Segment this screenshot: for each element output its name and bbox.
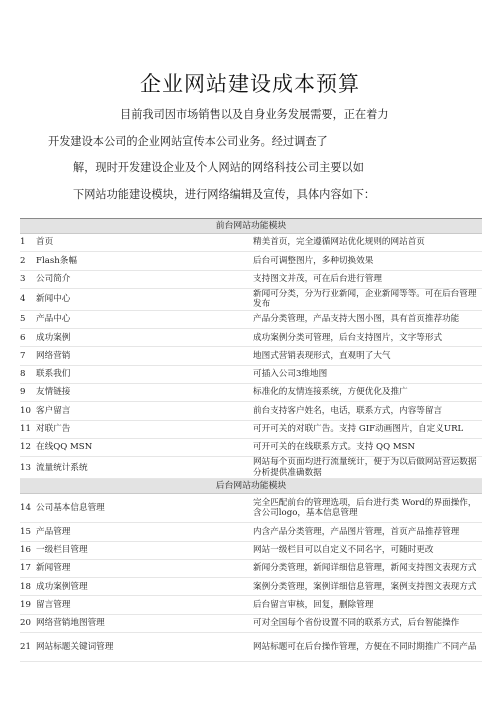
row-description: 案例分类管理，案例详细信息管理，案例支持图文表现方式 [251,578,482,596]
row-module-name: 网站标题关键词管理 [36,641,114,652]
row-description: 网站每个页面均进行流量统计，便于为以后做网站营运数据分析提供准确数据 [251,457,482,479]
row-label-cell [20,633,251,662]
row-description: 标准化的友情连接系统，方便优化及推广 [251,384,482,402]
row-module-name: 产品管理 [36,526,71,537]
section-header-back [20,479,482,494]
section-header-front [20,219,482,234]
row-description: 精美首页，完全遵循网站优化规则的网站首页 [251,234,482,252]
table-row [20,523,482,541]
row-number: 18 [20,581,31,592]
row-description: 新闻可分类，分为行业新闻，企业新闻等等。可在后台管理发布 [251,288,482,310]
row-description: 可插入公司3维地图 [251,365,482,383]
row-label-cell [20,329,251,347]
row-number: 15 [20,526,31,537]
table-row [20,578,482,596]
row-label-cell [20,438,251,456]
row-module-name: 网络营销地图管理 [36,618,105,629]
row-number: 19 [20,599,31,610]
row-label-cell [20,578,251,596]
row-number: 9 [20,387,26,398]
row-label-cell [20,252,251,270]
table-row [20,420,482,438]
row-label-cell [20,365,251,383]
row-description: 完全匹配前台的管理选项，后台进行类 Word的界面操作，含公司logo，基本信息管理 [251,494,482,523]
row-module-name: 客户留言 [36,405,71,416]
row-description: 内含产品分类管理，产品图片管理，首页产品推荐管理 [251,523,482,541]
table-row [20,494,482,523]
intro-line: 开发建设本公司的企业网站宣传本公司业务。经过调查了 [48,134,328,148]
feature-table-body [20,219,482,662]
row-description: 可对全国每个省份设置不同的联系方式，后台智能操作 [251,614,482,632]
row-module-name: 成功案例管理 [36,581,88,592]
table-row [20,288,482,310]
row-label-cell [20,270,251,288]
row-number: 3 [20,273,26,284]
feature-table [20,218,482,662]
intro-line: 解，现时开发建设企业及个人网站的网络科技公司主要以如 [73,161,364,174]
row-number: 14 [20,503,31,514]
row-description: 产品分类管理，产品支持大图小图，具有首页推荐功能 [251,310,482,328]
row-module-name: 在线QQ MSN [36,442,93,453]
table-row [20,252,482,270]
row-module-name: 网络营销 [36,350,71,361]
intro-line: 下网站功能建设模块，进行网络编辑及宣传，具体内容如下： [73,187,376,201]
row-description: 新闻分类管理，新闻详细信息管理，新闻支持图文表现方式 [251,559,482,577]
row-module-name: 留言管理 [36,599,71,610]
row-number: 7 [20,350,26,361]
table-row [20,234,482,252]
row-number: 16 [20,544,31,555]
row-module-name: 友情链接 [36,387,71,398]
table-row [20,384,482,402]
table-row [20,270,482,288]
row-number: 4 [20,294,26,305]
section-header-label: 后台网站功能模块 [20,479,482,494]
table-row [20,365,482,383]
row-description: 网站一级栏目可以自定义不同名字，可随时更改 [251,541,482,559]
row-module-name: 流量统计系统 [36,462,88,473]
row-description: 可开可关的在线联系方式。支持 QQ MSN [251,438,482,456]
row-module-name: Flash条幅 [36,255,77,266]
row-module-name: 一级栏目管理 [36,544,88,555]
row-module-name: 联系我们 [36,369,71,380]
row-number: 6 [20,332,26,343]
row-label-cell [20,420,251,438]
table-row [20,541,482,559]
row-description: 成功案例分类可管理，后台支持图片，文字等形式 [251,329,482,347]
table-row [20,596,482,614]
row-description: 网站标题可在后台操作管理，方便在不同时期推广不同产品 [251,633,482,662]
row-label-cell [20,596,251,614]
row-number: 8 [20,369,26,380]
row-number: 12 [20,442,31,453]
row-description: 地图式营销表现形式，直观明了大气 [251,347,482,365]
row-label-cell [20,523,251,541]
row-label-cell [20,288,251,310]
row-description: 后台可调整图片，多种切换效果 [251,252,482,270]
row-label-cell [20,402,251,420]
row-number: 11 [20,424,31,435]
row-module-name: 成功案例 [36,332,71,343]
row-description: 后台留言审核，回复，删除管理 [251,596,482,614]
intro-paragraph [48,102,468,208]
table-row [20,438,482,456]
row-description: 前台支持客户姓名，电话，联系方式，内容等留言 [251,402,482,420]
row-number: 1 [20,237,26,248]
row-label-cell [20,614,251,632]
row-module-name: 公司简介 [36,273,71,284]
row-number: 10 [20,405,31,416]
document-title: 企业网站建设成本预算 [140,72,360,96]
row-number: 13 [20,462,31,473]
table-row [20,559,482,577]
row-label-cell [20,494,251,523]
table-row [20,633,482,662]
row-module-name: 公司基本信息管理 [36,503,105,514]
row-number: 2 [20,255,26,266]
row-label-cell [20,234,251,252]
row-label-cell [20,384,251,402]
row-module-name: 对联广告 [36,424,71,435]
row-number: 5 [20,314,26,325]
row-module-name: 产品中心 [36,314,71,325]
row-label-cell [20,559,251,577]
section-header-label: 前台网站功能模块 [20,219,482,234]
table-row [20,402,482,420]
row-description: 可开可关的对联广告。支持 GIF动画图片，自定义URL [251,420,482,438]
row-module-name: 新闻中心 [36,294,71,305]
row-label-cell [20,457,251,479]
row-number: 17 [20,563,31,574]
intro-line: 目前我司因市场销售以及自身业务发展需要，正在着力 [120,108,389,121]
table-row [20,457,482,479]
row-number: 21 [20,641,31,652]
row-number: 20 [20,618,31,629]
row-module-name: 首页 [36,237,54,248]
table-row [20,310,482,328]
row-label-cell [20,541,251,559]
row-description: 支持图文并茂，可在后台进行管理 [251,270,482,288]
table-row [20,347,482,365]
table-row [20,329,482,347]
row-module-name: 新闻管理 [36,563,71,574]
row-label-cell [20,347,251,365]
table-row [20,614,482,632]
row-label-cell [20,310,251,328]
